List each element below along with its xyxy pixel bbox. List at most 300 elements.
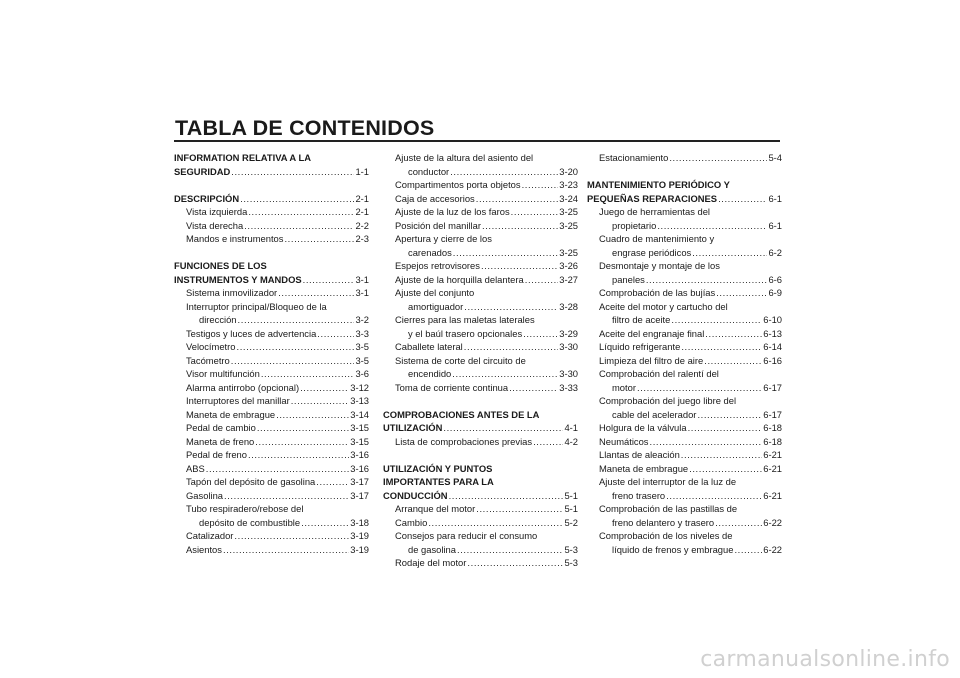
toc-entry-line (383, 151, 578, 165)
leader-dots (666, 489, 762, 503)
toc-entry[interactable] (587, 381, 782, 395)
toc-page-number: 3-19 (350, 530, 369, 541)
toc-entry-title: Tapón del depósito de gasolina (186, 476, 316, 487)
toc-entry-title: freno trasero (612, 489, 666, 501)
toc-entry-line (383, 354, 578, 368)
toc-entry[interactable] (587, 286, 782, 300)
toc-entry[interactable] (383, 205, 578, 219)
leader-dots (284, 232, 354, 246)
toc-entry-title: Sistema de corte del circuito de (395, 354, 526, 366)
toc-entry-title: Holgura de la válvula (599, 422, 687, 433)
toc-page-number: 6-6 (768, 273, 782, 285)
toc-entry-title: Comprobación de los niveles de (599, 530, 733, 541)
toc-entry[interactable] (174, 232, 369, 246)
toc-page-number: 6-13 (763, 327, 782, 339)
toc-page-number: 2-3 (355, 233, 369, 244)
toc-page-number: 3-30 (559, 368, 578, 379)
toc-page-number: 3-13 (350, 395, 369, 406)
toc-entry[interactable] (174, 543, 369, 557)
toc-entry[interactable] (383, 543, 578, 557)
toc-page-number: 6-17 (763, 408, 782, 420)
toc-entry[interactable] (383, 367, 578, 381)
leader-dots (689, 462, 762, 476)
leader-dots (240, 192, 354, 206)
toc-entry-title: Tacómetro (186, 354, 230, 366)
toc-entry[interactable] (383, 381, 578, 395)
toc-column-1 (174, 151, 369, 556)
toc-entry-title: encendido (408, 368, 452, 379)
toc-entry-title: Testigos y luces de advertencia (186, 327, 317, 339)
toc-entry-title: Rodaje del motor (395, 557, 467, 568)
toc-entry-title: depósito de combustible (199, 516, 301, 528)
leader-dots (511, 205, 559, 219)
toc-page-number: 5-4 (768, 152, 782, 163)
toc-page-number: 2-1 (355, 206, 369, 217)
toc-page-number: 6-16 (763, 354, 782, 366)
toc-entry-title: Toma de corriente continua (395, 381, 509, 393)
toc-entry-line (587, 502, 782, 516)
toc-page-number: 3-15 (350, 435, 369, 447)
toc-page-number: 3-29 (559, 327, 578, 339)
toc-entry[interactable] (587, 192, 782, 206)
toc-entry[interactable] (174, 394, 369, 408)
toc-page-number: 3-33 (559, 381, 578, 393)
toc-entry-title: cable del acelerador (612, 408, 697, 420)
toc-page-number: 3-17 (350, 476, 369, 487)
toc-entry[interactable] (174, 448, 369, 462)
toc-entry-title: Maneta de embrague (186, 408, 276, 420)
toc-entry[interactable] (383, 273, 578, 287)
leader-dots (303, 273, 355, 287)
toc-entry-title: Cierres para las maletas laterales (395, 314, 535, 325)
toc-page-number: 6-18 (763, 422, 782, 433)
toc-entry[interactable] (383, 340, 578, 354)
toc-entry-title: UTILIZACIÓN (383, 422, 443, 433)
toc-entry-title: y el baúl trasero opcionales (408, 327, 523, 339)
toc-page-number: 3-5 (355, 341, 369, 352)
toc-entry[interactable] (587, 246, 782, 260)
leader-dots (671, 313, 762, 327)
toc-entry-line (587, 300, 782, 314)
leader-dots (301, 516, 349, 530)
toc-entry[interactable] (383, 421, 578, 435)
toc-entry[interactable] (587, 273, 782, 287)
toc-entry-title: paneles (612, 273, 645, 285)
toc-entry[interactable] (587, 489, 782, 503)
toc-entry[interactable] (174, 205, 369, 219)
toc-entry[interactable] (174, 516, 369, 530)
toc-entry-title: propietario (612, 219, 657, 231)
toc-entry[interactable] (174, 165, 369, 179)
toc-entry-line (383, 475, 578, 489)
toc-entry[interactable] (174, 354, 369, 368)
toc-entry-title: Interruptores del manillar (186, 395, 290, 406)
leader-dots (457, 543, 563, 557)
toc-page-number: 3-5 (355, 354, 369, 366)
toc-page-number: 3-17 (350, 489, 369, 501)
leader-dots (234, 529, 349, 543)
toc-page-number: 3-25 (559, 219, 578, 231)
leader-dots (681, 340, 762, 354)
toc-entry[interactable] (174, 462, 369, 476)
toc-entry[interactable] (174, 340, 369, 354)
toc-page-number: 3-23 (559, 179, 578, 190)
toc-entry[interactable] (383, 165, 578, 179)
toc-entry-title: Comprobación de las bujías (599, 287, 716, 298)
toc-entry-title: Maneta de embrague (599, 462, 689, 474)
toc-entry-title: amortiguador (408, 300, 464, 312)
leader-dots (257, 421, 349, 435)
toc-page-number: 6-21 (763, 489, 782, 501)
toc-entry-title: Vista derecha (186, 219, 244, 231)
toc-entry[interactable] (174, 421, 369, 435)
leader-dots (697, 408, 762, 422)
toc-entry-title: FUNCIONES DE LOS (174, 260, 267, 271)
toc-page-number: 6-21 (763, 449, 782, 460)
leader-dots (482, 219, 558, 233)
leader-dots (443, 421, 563, 435)
toc-page-number: 6-9 (768, 287, 782, 298)
leader-dots (705, 327, 762, 341)
toc-entry-title: Arranque del motor (395, 503, 476, 514)
leader-dots (467, 556, 563, 570)
toc-page-number: 3-30 (559, 341, 578, 352)
toc-entry-title: ABS (186, 462, 205, 474)
toc-entry-line (174, 300, 369, 314)
leader-dots (255, 435, 349, 449)
toc-entry[interactable] (174, 529, 369, 543)
toc-page-number: 3-1 (355, 287, 369, 298)
toc-page-number: 6-14 (763, 341, 782, 352)
toc-entry[interactable] (383, 246, 578, 260)
toc-page-number: 2-2 (355, 219, 369, 231)
leader-dots (715, 516, 762, 530)
toc-page-number: 5-3 (564, 543, 578, 555)
toc-entry[interactable] (587, 421, 782, 435)
leader-dots (206, 462, 349, 476)
toc-page-number: 3-16 (350, 449, 369, 460)
toc-page-number: 6-1 (768, 219, 782, 231)
toc-entry-title: Ajuste de la horquilla delantera (395, 273, 524, 285)
toc-page-number: 3-28 (559, 300, 578, 312)
leader-dots (523, 327, 558, 341)
toc-entry[interactable] (383, 219, 578, 233)
leader-dots (481, 259, 558, 273)
leader-dots (317, 327, 354, 341)
toc-entry[interactable] (383, 435, 578, 449)
toc-entry[interactable] (587, 462, 782, 476)
toc-entry-title: Maneta de freno (186, 435, 255, 447)
toc-entry-title: Ajuste de la luz de los faros (395, 206, 510, 217)
leader-dots (464, 300, 558, 314)
toc-entry[interactable] (587, 340, 782, 354)
toc-entry[interactable] (174, 408, 369, 422)
toc-entry-title: Catalizador (186, 530, 234, 541)
leader-dots (453, 246, 558, 260)
leader-dots (276, 408, 349, 422)
toc-entry-title: Espejos retrovisores (395, 260, 480, 271)
toc-entry-title: Llantas de aleación (599, 449, 680, 460)
toc-entry[interactable] (174, 475, 369, 489)
leader-dots (300, 381, 349, 395)
toc-entry[interactable] (587, 151, 782, 165)
leader-dots (231, 354, 355, 368)
leader-dots (476, 502, 563, 516)
toc-entry-line (587, 475, 782, 489)
toc-entry-title: Apertura y cierre de los (395, 233, 492, 244)
toc-entry-line (587, 394, 782, 408)
leader-dots (509, 381, 558, 395)
toc-page-number: 3-12 (350, 381, 369, 393)
toc-entry[interactable] (587, 543, 782, 557)
leader-dots (525, 273, 559, 287)
toc-entry[interactable] (174, 192, 369, 206)
toc-entry[interactable] (587, 313, 782, 327)
toc-entry-line (383, 313, 578, 327)
toc-entry[interactable] (174, 273, 369, 287)
toc-entry-title: engrase periódicos (612, 246, 692, 258)
toc-column-3 (587, 151, 782, 556)
toc-entry[interactable] (587, 448, 782, 462)
toc-entry[interactable] (174, 367, 369, 381)
toc-entry-title: Lista de comprobaciones previas (395, 435, 533, 447)
toc-entry-line (587, 529, 782, 543)
leader-dots (244, 219, 354, 233)
toc-page-number: 3-2 (355, 314, 369, 325)
toc-page-number: 3-3 (355, 327, 369, 339)
toc-entry[interactable] (587, 327, 782, 341)
toc-entry-title: Comprobación de las pastillas de (599, 503, 738, 514)
toc-entry-title: carenados (408, 246, 452, 258)
toc-entry-title: Ajuste del interruptor de la luz de (599, 476, 737, 487)
leader-dots (718, 192, 767, 206)
page-title: TABLA DE CONTENIDOS (175, 116, 435, 140)
toc-page-number: 3-25 (559, 246, 578, 258)
toc-page-number: 5-2 (564, 516, 578, 528)
leader-dots (716, 286, 767, 300)
toc-entry-title: IMPORTANTES PARA LA (383, 476, 494, 487)
toc-page-number: 3-20 (559, 165, 578, 177)
toc-entry-title: Tubo respiradero/rebose del (186, 503, 304, 514)
leader-dots (428, 516, 563, 530)
toc-entry-title: Vista izquierda (186, 206, 248, 217)
toc-entry-line (383, 286, 578, 300)
toc-entry-line (587, 205, 782, 219)
toc-entry-title: MANTENIMIENTO PERIÓDICO Y (587, 179, 730, 190)
toc-page-number: 3-14 (350, 408, 369, 420)
leader-dots (278, 286, 354, 300)
toc-page-number: 5-3 (564, 557, 578, 568)
toc-entry-title: Gasolina (186, 489, 224, 501)
leader-dots (734, 543, 762, 557)
toc-page-number: 3-18 (350, 516, 369, 528)
leader-dots (650, 435, 763, 449)
toc-entry-title: filtro de aceite (612, 314, 671, 325)
toc-entry-title: Posición del manillar (395, 219, 481, 231)
toc-page-number: 6-17 (763, 381, 782, 393)
leader-dots (223, 543, 349, 557)
toc-entry-title: Caja de accesorios (395, 192, 475, 204)
toc-page-number: 5-1 (564, 503, 578, 514)
toc-page-number: 5-1 (564, 489, 578, 501)
toc-entry-title: Pedal de cambio (186, 422, 256, 433)
toc-page-number: 3-15 (350, 422, 369, 433)
toc-page-number: 3-16 (350, 462, 369, 474)
toc-page-number: 6-22 (763, 543, 782, 555)
leader-dots (291, 394, 350, 408)
toc-entry-title: Ajuste del conjunto (395, 287, 475, 298)
toc-entry-line (383, 232, 578, 246)
toc-entry[interactable] (587, 435, 782, 449)
toc-entry-title: DESCRIPCIÓN (174, 192, 240, 204)
toc-entry-title: Pedal de freno (186, 449, 247, 460)
toc-entry[interactable] (383, 489, 578, 503)
leader-dots (681, 448, 762, 462)
toc-entry-title: Cambio (395, 516, 428, 528)
title-rule (174, 140, 780, 142)
leader-dots (637, 381, 762, 395)
leader-dots (533, 435, 563, 449)
toc-page-number: 6-22 (763, 516, 782, 528)
toc-page-number: 3-6 (355, 368, 369, 379)
toc-entry[interactable] (383, 178, 578, 192)
toc-page-number: 6-21 (763, 462, 782, 474)
toc-entry-title: Caballete lateral (395, 341, 463, 352)
toc-entry-line (174, 259, 369, 273)
leader-dots (704, 354, 762, 368)
toc-page-number: 6-1 (768, 192, 782, 204)
toc-entry[interactable] (174, 489, 369, 503)
leader-dots (692, 246, 767, 260)
toc-entry-title: SEGURIDAD (174, 165, 231, 177)
toc-entry-title: INFORMATION RELATIVA A LA (174, 152, 311, 163)
toc-entry-title: freno delantero y trasero (612, 516, 715, 528)
toc-entry-title: Visor multifunción (186, 368, 260, 379)
leader-dots (669, 151, 767, 165)
toc-page-number: 3-19 (350, 543, 369, 555)
toc-entry-title: Sistema inmovilizador (186, 287, 278, 298)
toc-page-number: 3-24 (559, 192, 578, 204)
toc-entry-title: de gasolina (408, 543, 456, 555)
toc-entry[interactable] (383, 502, 578, 516)
toc-entry-title: PEQUEÑAS REPARACIONES (587, 192, 718, 204)
toc-entry-line (587, 178, 782, 192)
toc-entry-line (383, 462, 578, 476)
leader-dots (657, 219, 767, 233)
toc-entry-title: Ajuste de la altura del asiento del (395, 152, 534, 163)
toc-entry-line (587, 259, 782, 273)
leader-dots (449, 489, 564, 503)
toc-entry-line (587, 367, 782, 381)
toc-entry-title: UTILIZACIÓN Y PUNTOS (383, 462, 493, 474)
toc-entry-title: motor (612, 381, 636, 393)
toc-entry[interactable] (383, 300, 578, 314)
toc-entry-title: Velocímetro (186, 341, 236, 352)
toc-page-number: 6-2 (768, 246, 782, 258)
toc-page-number: 3-25 (559, 206, 578, 217)
toc-column-2 (383, 151, 578, 570)
toc-page-number: 6-10 (763, 314, 782, 325)
toc-entry[interactable] (174, 286, 369, 300)
toc-entry-title: líquido de frenos y embrague (612, 543, 734, 555)
toc-entry-title: Neumáticos (599, 435, 649, 447)
toc-entry-title: COMPROBACIONES ANTES DE LA (383, 408, 540, 420)
toc-entry-title: Mandos e instrumentos (186, 233, 284, 244)
toc-page-number: 2-1 (355, 192, 369, 204)
toc-entry-line (383, 408, 578, 422)
toc-entry[interactable] (587, 408, 782, 422)
toc-page-number: 3-1 (355, 273, 369, 285)
toc-page-number: 3-26 (559, 260, 578, 271)
toc-entry[interactable] (587, 354, 782, 368)
leader-dots (248, 448, 349, 462)
toc-entry[interactable] (383, 192, 578, 206)
toc-entry-title: Compartimentos porta objetos (395, 179, 521, 190)
toc-entry-title: Aceite del engranaje final (599, 327, 705, 339)
leader-dots (261, 367, 355, 381)
leader-dots (464, 340, 558, 354)
toc-entry-title: Comprobación del ralentí del (599, 368, 719, 379)
toc-entry-title: Comprobación del juego libre del (599, 395, 737, 406)
toc-entry[interactable] (174, 435, 369, 449)
toc-entry[interactable] (587, 516, 782, 530)
toc-entry-line (587, 232, 782, 246)
toc-entry-line (174, 502, 369, 516)
toc-page-number: 4-2 (564, 435, 578, 447)
leader-dots (452, 367, 558, 381)
toc-page-number: 1-1 (355, 165, 369, 177)
leader-dots (476, 192, 559, 206)
watermark: carmanualsonline.info (700, 647, 950, 672)
toc-page-number: 4-1 (564, 422, 578, 433)
toc-entry-title: conductor (408, 165, 450, 177)
toc-entry[interactable] (383, 259, 578, 273)
toc-entry-title: Aceite del motor y cartucho del (599, 300, 728, 312)
toc-entry[interactable] (383, 516, 578, 530)
toc-entry[interactable] (383, 327, 578, 341)
toc-entry[interactable] (587, 219, 782, 233)
toc-entry-title: CONDUCCIÓN (383, 489, 448, 501)
toc-entry-title: Alarma antirrobo (opcional) (186, 381, 300, 393)
toc-entry[interactable] (174, 313, 369, 327)
toc-entry-title: INSTRUMENTOS Y MANDOS (174, 273, 302, 285)
toc-entry-title: Cuadro de mantenimiento y (599, 233, 715, 244)
toc-entry-line (383, 529, 578, 543)
leader-dots (231, 165, 354, 179)
toc-entry[interactable] (174, 381, 369, 395)
leader-dots (522, 178, 559, 192)
leader-dots (248, 205, 354, 219)
leader-dots (646, 273, 768, 287)
toc-entry-title: Asientos (186, 543, 222, 555)
toc-entry[interactable] (174, 219, 369, 233)
toc-entry[interactable] (174, 327, 369, 341)
leader-dots (316, 475, 349, 489)
toc-entry-title: Líquido refrigerante (599, 341, 681, 352)
leader-dots (224, 489, 349, 503)
toc-entry[interactable] (383, 556, 578, 570)
toc-entry-title: Juego de herramientas del (599, 206, 711, 217)
toc-entry-title: dirección (199, 314, 237, 325)
toc-page-number: 6-18 (763, 435, 782, 447)
toc-entry-title: Desmontaje y montaje de los (599, 260, 720, 271)
leader-dots (238, 313, 355, 327)
toc-page-number: 3-27 (559, 273, 578, 285)
leader-dots (450, 165, 558, 179)
toc-entry-title: Consejos para reducir el consumo (395, 530, 538, 541)
toc-entry-title: Estacionamiento (599, 152, 669, 163)
toc-entry-line (174, 151, 369, 165)
